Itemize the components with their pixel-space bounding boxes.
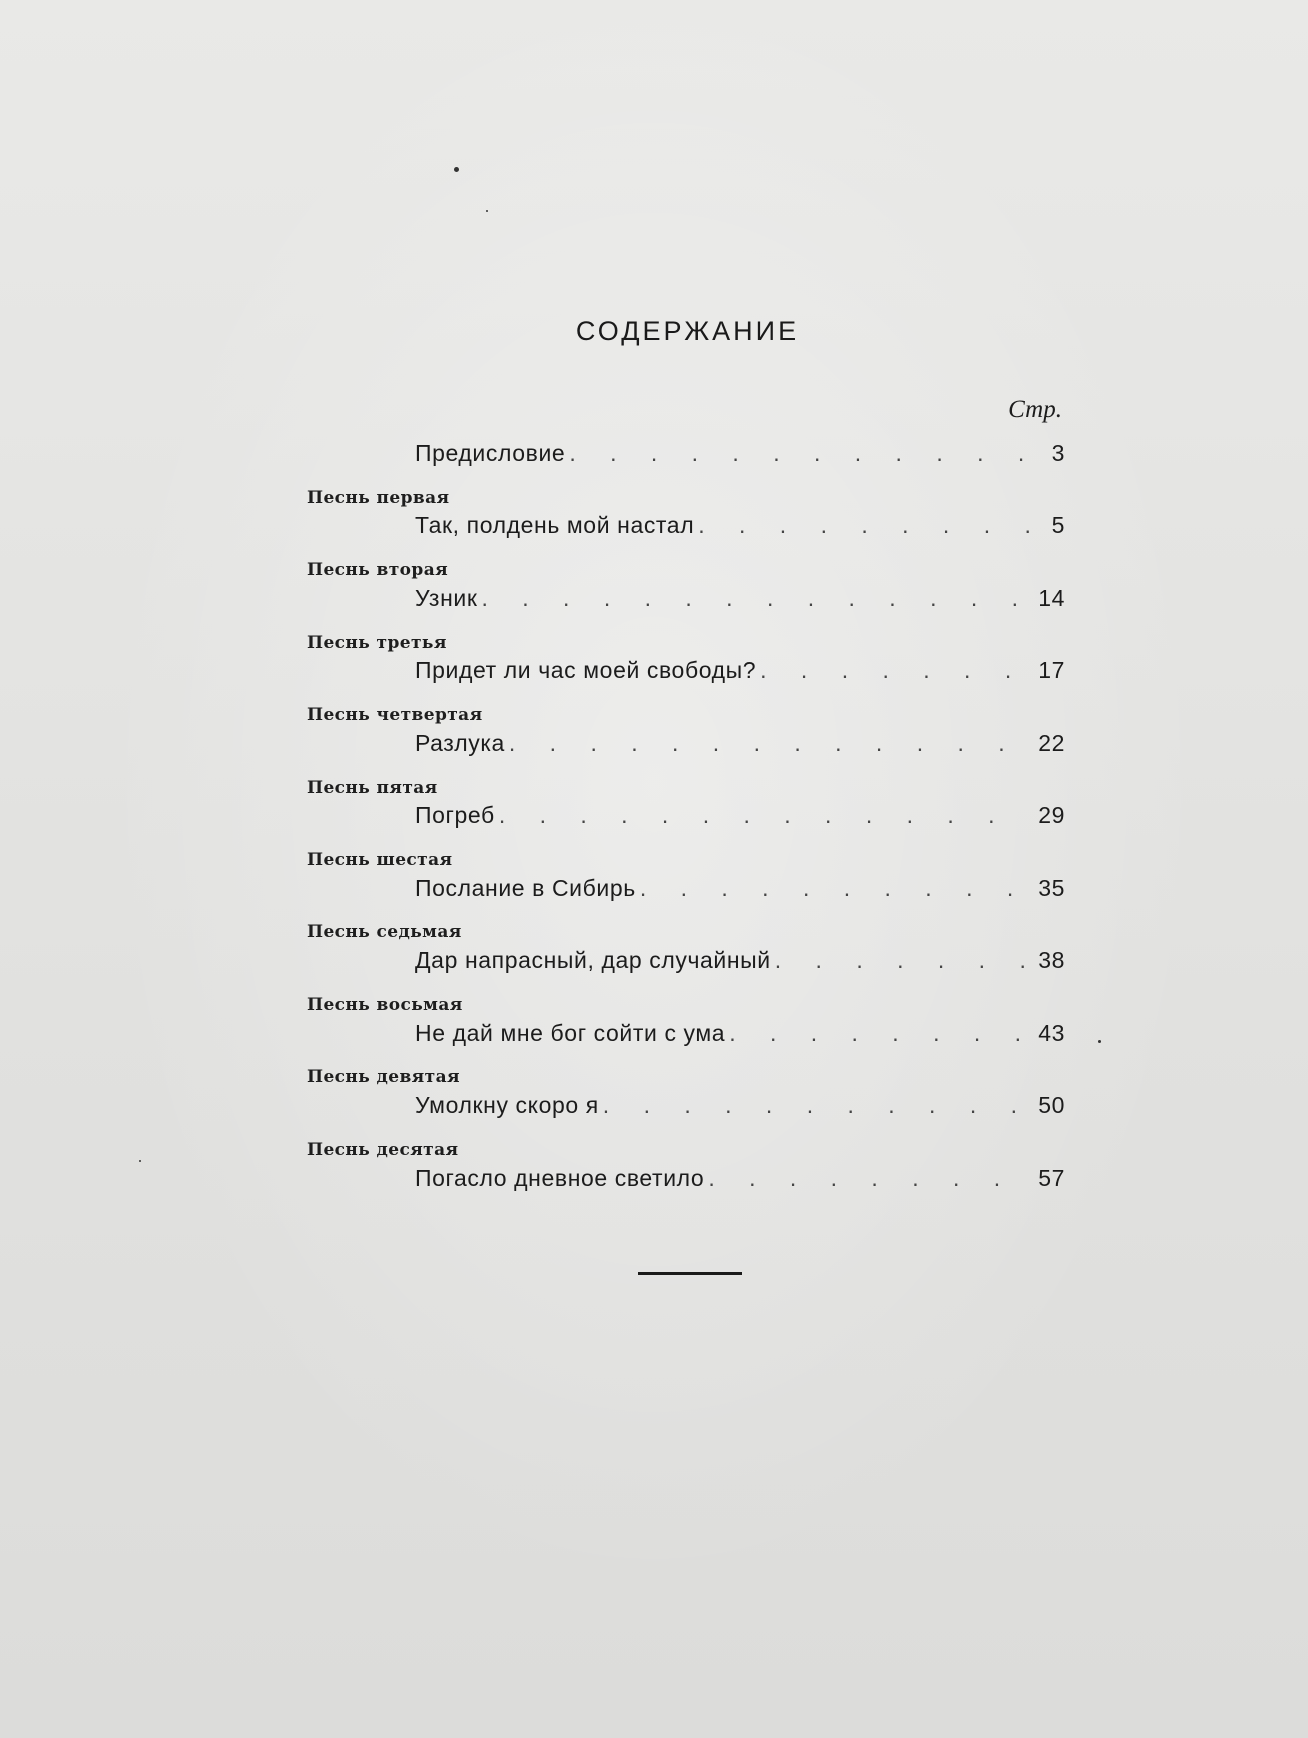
dot-leader <box>760 657 1031 684</box>
entry-page-number: 17 <box>1038 657 1065 683</box>
entry-page-number: 22 <box>1038 730 1065 756</box>
entry-page-number: 29 <box>1038 802 1065 828</box>
entry-title: Послание в Сибирь <box>415 875 636 901</box>
entry-page-number: 43 <box>1038 1020 1065 1046</box>
entry-title: Предисловие <box>415 440 566 466</box>
toc-entry[interactable] <box>415 1165 1065 1199</box>
toc-entry[interactable] <box>415 947 1065 981</box>
song-label: Песнь третья <box>307 633 447 653</box>
paper-speck <box>486 210 488 212</box>
dot-leader <box>729 1020 1031 1047</box>
dot-leader <box>708 1165 1031 1192</box>
entry-title: Так, полдень мой настал <box>415 512 695 538</box>
song-label: Песнь девятая <box>307 1067 460 1087</box>
entry-page-number: 35 <box>1038 875 1065 901</box>
toc-entry[interactable] <box>415 512 1065 546</box>
dot-leader <box>481 585 1031 612</box>
dot-leader <box>775 947 1031 974</box>
entry-page-number: 5 <box>1051 512 1065 538</box>
toc-entry[interactable] <box>415 730 1065 764</box>
toc-entry[interactable] <box>415 875 1065 909</box>
paper-speck <box>139 1160 141 1162</box>
toc-entry[interactable] <box>415 585 1065 619</box>
toc-entry[interactable] <box>415 657 1065 691</box>
toc-entry[interactable] <box>415 1092 1065 1126</box>
entry-title: Придет ли час моей свободы? <box>415 657 757 683</box>
closing-rule <box>638 1272 742 1275</box>
dot-leader <box>698 512 1031 539</box>
dot-leader <box>569 440 1031 467</box>
toc-entry[interactable] <box>415 802 1065 836</box>
entry-page-number: 14 <box>1038 585 1065 611</box>
entry-title: Узник <box>415 585 478 611</box>
entry-title: Умолкну скоро я <box>415 1092 599 1118</box>
entry-title: Погреб <box>415 802 495 828</box>
song-label: Песнь пятая <box>307 778 438 798</box>
entry-title: Погасло дневное светило <box>415 1165 705 1191</box>
song-label: Песнь четвертая <box>307 705 483 725</box>
dot-leader <box>509 730 1031 757</box>
entry-page-number: 38 <box>1038 947 1065 973</box>
entry-page-number: 3 <box>1051 440 1065 466</box>
dot-leader <box>640 875 1031 902</box>
song-label: Песнь седьмая <box>307 922 462 942</box>
entry-title: Не дай мне бог сойти с ума <box>415 1020 726 1046</box>
song-label: Песнь вторая <box>307 560 449 580</box>
song-label: Песнь шестая <box>307 850 453 870</box>
pages-column-header: Стр. <box>1008 396 1062 423</box>
toc-entry-preface[interactable] <box>415 440 1065 474</box>
song-label: Песнь восьмая <box>307 995 463 1015</box>
paper-speck <box>454 167 459 172</box>
paper-speck <box>1098 1040 1101 1043</box>
entry-page-number: 57 <box>1038 1165 1065 1191</box>
entry-title: Разлука <box>415 730 505 756</box>
dot-leader <box>603 1092 1031 1119</box>
toc-entry[interactable] <box>415 1020 1065 1054</box>
contents-title: СОДЕРЖАНИЕ <box>575 316 800 346</box>
song-label: Песнь десятая <box>307 1140 459 1160</box>
entry-title: Дар напрасный, дар случайный <box>415 947 771 973</box>
entry-page-number: 50 <box>1038 1092 1065 1118</box>
song-label: Песнь первая <box>307 488 450 508</box>
dot-leader <box>499 802 1031 829</box>
